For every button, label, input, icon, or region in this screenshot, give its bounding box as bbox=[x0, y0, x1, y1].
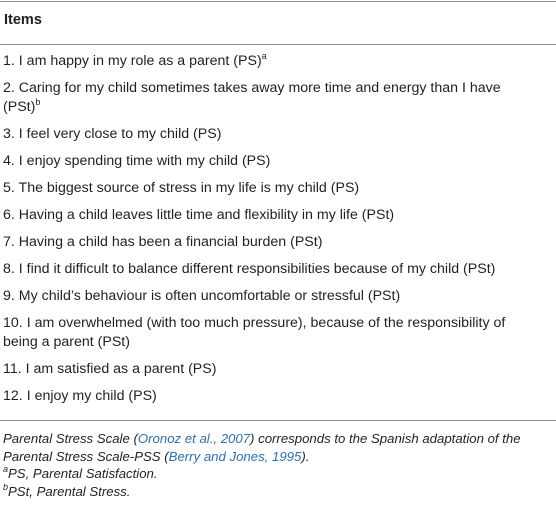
table-row bbox=[3, 79, 551, 117]
item-text-continued: (PSt) bbox=[3, 99, 36, 115]
table-row bbox=[3, 314, 551, 352]
item-text: The biggest source of stress in my life is my child (PS) bbox=[18, 180, 360, 196]
citation-link-berry-jones[interactable]: Berry and Jones, 1995 bbox=[168, 448, 302, 464]
item-text: I am satisfied as a parent (PS) bbox=[25, 361, 217, 377]
item-number: 5. bbox=[3, 180, 15, 196]
item-list bbox=[3, 52, 551, 414]
table-row bbox=[3, 260, 551, 279]
item-text: I feel very close to my child (PS) bbox=[18, 126, 222, 142]
table-row bbox=[3, 52, 551, 71]
item-number: 6. bbox=[3, 207, 15, 223]
item-number: 12. bbox=[3, 388, 23, 404]
footnote-text: PSt, Parental Stress. bbox=[8, 483, 131, 499]
table-row bbox=[3, 387, 551, 406]
item-text: I am happy in my role as a parent (PS) bbox=[18, 53, 262, 69]
footnote-marker: a bbox=[3, 464, 9, 474]
column-header-items: Items bbox=[4, 12, 42, 28]
footnote-b bbox=[3, 483, 555, 501]
item-text: I am overwhelmed (with too much pressure), because of the responsibility of bbox=[26, 315, 506, 331]
footnote-source-line-2 bbox=[3, 448, 555, 466]
footnote-a bbox=[3, 465, 555, 483]
table-footnotes bbox=[3, 430, 555, 500]
footnote-text: ) corresponds to the Spanish adaptation of the bbox=[250, 431, 521, 446]
item-number: 2. bbox=[3, 80, 15, 96]
item-text-continued: being a parent (PSt) bbox=[3, 334, 130, 350]
citation-link-oronoz[interactable]: Oronoz et al., 2007 bbox=[137, 431, 251, 446]
item-number: 3. bbox=[3, 126, 15, 142]
item-number: 1. bbox=[3, 53, 15, 69]
item-text: Caring for my child sometimes takes away more time and energy than I have bbox=[18, 80, 501, 96]
table-row bbox=[3, 152, 551, 171]
table-row bbox=[3, 179, 551, 198]
item-number: 7. bbox=[3, 234, 15, 250]
footnote-source-line-1 bbox=[3, 430, 555, 448]
item-number: 11. bbox=[3, 361, 22, 377]
table-row bbox=[3, 233, 551, 252]
item-text: I find it difficult to balance different responsibilities because of my child (PSt) bbox=[18, 261, 496, 277]
table-row bbox=[3, 360, 551, 379]
item-number: 8. bbox=[3, 261, 15, 277]
item-text: My child’s behaviour is often uncomfortable or stressful (PSt) bbox=[18, 288, 401, 304]
header-rule bbox=[0, 44, 556, 45]
item-text: Having a child has been a financial burden (PSt) bbox=[18, 234, 323, 250]
table-top-rule bbox=[0, 1, 556, 2]
table-row bbox=[3, 125, 551, 144]
item-number: 4. bbox=[3, 153, 15, 169]
footnote-text: ). bbox=[301, 448, 310, 464]
item-text: I enjoy spending time with my child (PS) bbox=[18, 153, 271, 169]
item-text: Having a child leaves little time and flexibility in my life (PSt) bbox=[18, 207, 395, 223]
item-text: I enjoy my child (PS) bbox=[26, 388, 157, 404]
footnote-marker: a bbox=[261, 51, 267, 61]
footnote-text: Parental Stress Scale ( bbox=[3, 431, 138, 446]
footnote-text: PS, Parental Satisfaction. bbox=[8, 466, 158, 481]
footnote-marker: b bbox=[35, 97, 41, 107]
table-bottom-rule bbox=[0, 420, 556, 421]
table-row bbox=[3, 206, 551, 225]
item-number: 9. bbox=[3, 288, 15, 304]
footnote-text: Parental Stress Scale-PSS ( bbox=[3, 448, 169, 464]
footnote-marker: b bbox=[3, 481, 9, 492]
item-number: 10. bbox=[3, 315, 23, 331]
table-row bbox=[3, 287, 551, 306]
